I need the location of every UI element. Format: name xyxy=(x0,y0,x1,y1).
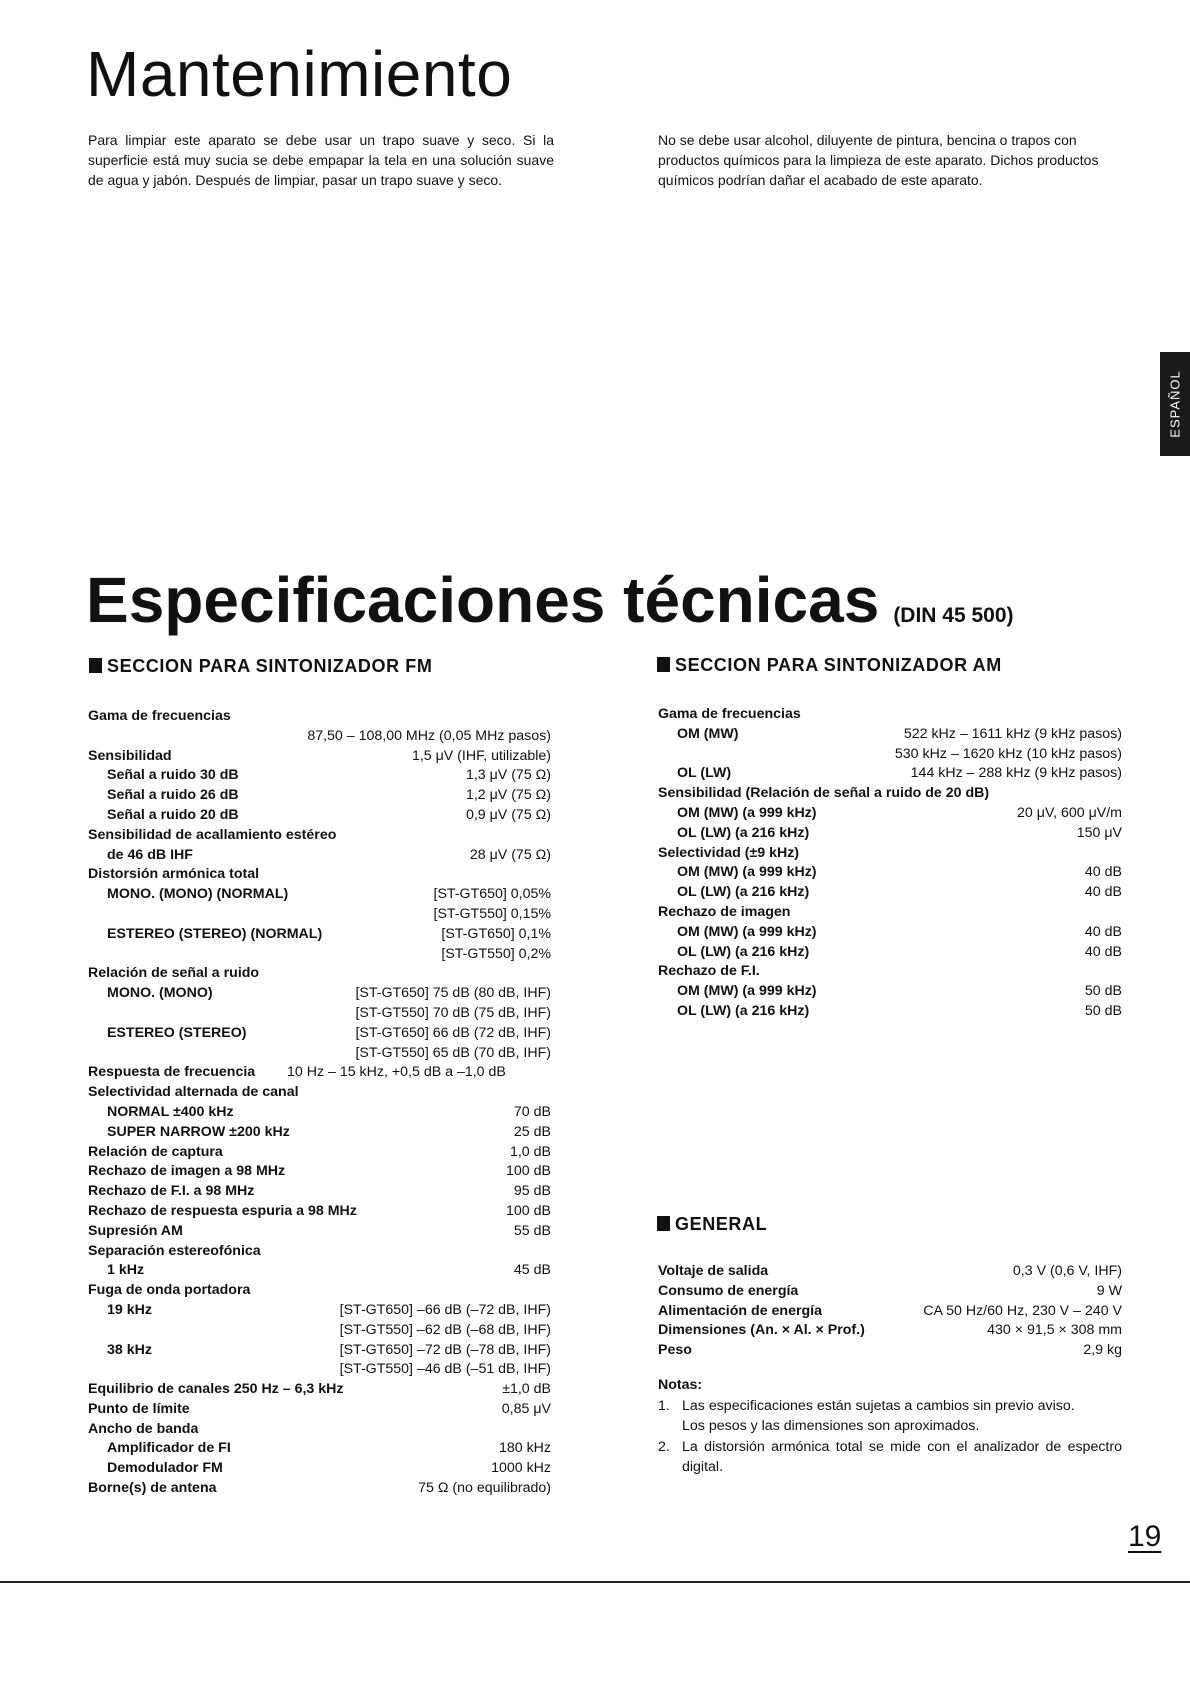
spec-value: 28 μV (75 Ω) xyxy=(469,846,551,863)
spec-value: 2,9 kg xyxy=(1083,1342,1122,1359)
note-extra: Los pesos y las dimensiones son aproximados. xyxy=(682,1418,980,1434)
spec-label: OM (MW) (a 999 kHz) xyxy=(677,983,817,1000)
spec-row xyxy=(88,727,551,747)
spec-label: OL (LW) (a 216 kHz) xyxy=(677,824,810,841)
spec-row xyxy=(88,766,551,786)
note-item xyxy=(658,1396,1122,1437)
spec-value: [ST-GT650] 66 dB (72 dB, IHF) xyxy=(355,1024,551,1041)
spec-value: 50 dB xyxy=(1084,1002,1122,1019)
spec-label: OM (MW) (a 999 kHz) xyxy=(677,864,817,881)
spec-row xyxy=(658,745,1122,765)
spec-label: Rechazo de F.I. a 98 MHz xyxy=(88,1183,255,1200)
spec-value: [ST-GT650] 0,1% xyxy=(441,925,551,942)
spec-row xyxy=(658,804,1122,824)
spec-value: [ST-GT650] 75 dB (80 dB, IHF) xyxy=(355,985,551,1002)
spec-row xyxy=(88,1103,551,1123)
spec-value: CA 50 Hz/60 Hz, 230 V – 240 V xyxy=(923,1302,1122,1319)
spec-label: Borne(s) de antena xyxy=(88,1480,217,1497)
page-number: 19 xyxy=(1128,1520,1162,1553)
spec-row xyxy=(88,905,551,925)
spec-row xyxy=(88,707,551,727)
spec-row xyxy=(88,846,551,866)
spec-row xyxy=(88,1341,551,1361)
spec-row xyxy=(88,1083,551,1103)
spec-label: Ancho de banda xyxy=(88,1420,199,1437)
language-tab xyxy=(1160,352,1190,456)
spec-row xyxy=(88,1222,551,1242)
maintenance-title: Mantenimiento xyxy=(86,38,513,110)
spec-value: 522 kHz – 1611 kHz (9 kHz pasos) xyxy=(903,725,1122,742)
note-item xyxy=(658,1437,1122,1478)
spec-label: Supresión AM xyxy=(88,1222,183,1239)
spec-label: ESTEREO (STEREO) xyxy=(107,1024,247,1041)
spec-row xyxy=(658,903,1122,923)
spec-value: 530 kHz – 1620 kHz (10 kHz pasos) xyxy=(894,745,1122,762)
spec-value: 1,2 μV (75 Ω) xyxy=(465,787,551,804)
fm-heading-text: SECCION PARA SINTONIZADOR FM xyxy=(107,656,433,676)
specs-standard: (DIN 45 500) xyxy=(893,604,1014,627)
spec-row xyxy=(658,863,1122,883)
spec-row xyxy=(658,784,1122,804)
spec-label: ESTEREO (STEREO) (NORMAL) xyxy=(107,925,323,942)
spec-row xyxy=(88,1261,551,1281)
spec-label: SUPER NARROW ±200 kHz xyxy=(107,1123,290,1140)
spec-value: 95 dB xyxy=(513,1183,551,1200)
spec-row xyxy=(658,883,1122,903)
spec-row xyxy=(88,1281,551,1301)
spec-row xyxy=(88,826,551,846)
spec-row xyxy=(88,865,551,885)
spec-row xyxy=(88,1242,551,1262)
language-tab-label: ESPAÑOL xyxy=(1167,370,1183,438)
spec-label: OM (MW) xyxy=(677,725,739,742)
spec-label: Sensibilidad de acallamiento estéreo xyxy=(88,826,337,843)
spec-label: Sensibilidad (Relación de señal a ruido de 20 dB) xyxy=(658,785,990,802)
spec-row xyxy=(658,923,1122,943)
spec-value: 75 Ω (no equilibrado) xyxy=(418,1480,551,1497)
spec-label: Relación de captura xyxy=(88,1143,223,1160)
am-spec-list xyxy=(658,705,1122,1022)
spec-label: Sensibilidad xyxy=(88,747,172,764)
spec-label: OL (LW) (a 216 kHz) xyxy=(677,1002,810,1019)
spec-row xyxy=(88,1321,551,1341)
spec-value: 0,9 μV (75 Ω) xyxy=(465,806,551,823)
spec-row xyxy=(658,1282,1122,1302)
am-section-heading xyxy=(657,655,1002,676)
spec-label: Relación de señal a ruido xyxy=(88,965,260,982)
spec-row xyxy=(658,1262,1122,1282)
specs-title-text: Especificaciones técnicas xyxy=(86,564,880,636)
spec-label: Gama de frecuencias xyxy=(658,706,801,722)
spec-row xyxy=(658,844,1122,864)
spec-value: 180 kHz xyxy=(498,1440,551,1457)
spec-label: Punto de límite xyxy=(88,1400,190,1417)
spec-value: 0,3 V (0,6 V, IHF) xyxy=(1012,1263,1122,1279)
spec-value: 150 μV xyxy=(1076,824,1122,841)
spec-row xyxy=(658,705,1122,725)
spec-row xyxy=(88,984,551,1004)
square-bullet-icon xyxy=(657,1216,670,1231)
spec-value: 100 dB xyxy=(506,1163,551,1180)
spec-row xyxy=(88,1439,551,1459)
spec-value: 1,0 dB xyxy=(509,1143,551,1160)
spec-label: Amplificador de FI xyxy=(107,1440,231,1457)
spec-row xyxy=(88,747,551,767)
spec-label: Rechazo de respuesta espuria a 98 MHz xyxy=(88,1202,357,1219)
spec-value: 55 dB xyxy=(513,1222,551,1239)
spec-label: MONO. (MONO) xyxy=(107,985,213,1002)
spec-label: Distorsión armónica total xyxy=(88,866,260,883)
spec-row xyxy=(658,982,1122,1002)
spec-value: [ST-GT550] –46 dB (–51 dB, IHF) xyxy=(339,1361,551,1378)
spec-value: 1000 kHz xyxy=(491,1460,551,1477)
spec-value: 40 dB xyxy=(1084,923,1122,940)
spec-label: Dimensiones (An. × Al. × Prof.) xyxy=(658,1322,865,1339)
spec-value: 45 dB xyxy=(513,1262,551,1279)
spec-row xyxy=(88,1063,551,1083)
spec-label: Fuga de onda portadora xyxy=(88,1282,251,1299)
spec-value: 430 × 91,5 × 308 mm xyxy=(987,1322,1122,1339)
spec-label: 38 kHz xyxy=(107,1341,152,1358)
spec-label: OL (LW) xyxy=(677,765,732,782)
spec-label: Rechazo de F.I. xyxy=(658,963,760,980)
spec-label: Consumo de energía xyxy=(658,1282,799,1299)
spec-value: [ST-GT550] –62 dB (–68 dB, IHF) xyxy=(339,1321,551,1338)
spec-value: [ST-GT550] 70 dB (75 dB, IHF) xyxy=(355,1004,551,1021)
spec-row xyxy=(88,925,551,945)
spec-label: Señal a ruido 26 dB xyxy=(107,787,239,804)
spec-label: Selectividad alternada de canal xyxy=(88,1084,299,1101)
spec-value: [ST-GT650] –66 dB (–72 dB, IHF) xyxy=(339,1301,551,1318)
note-number: 1. xyxy=(658,1397,670,1414)
spec-value: 0,85 μV xyxy=(501,1400,551,1417)
spec-row xyxy=(88,1400,551,1420)
spec-row xyxy=(88,1004,551,1024)
spec-label: MONO. (MONO) (NORMAL) xyxy=(107,886,289,903)
spec-row xyxy=(88,1044,551,1064)
spec-value: 70 dB xyxy=(513,1103,551,1120)
general-spec-list xyxy=(658,1262,1122,1361)
spec-label: Selectividad (±9 kHz) xyxy=(658,844,800,861)
spec-row xyxy=(658,962,1122,982)
spec-label: Voltaje de salida xyxy=(658,1263,769,1279)
fm-spec-list xyxy=(88,707,551,1499)
spec-row xyxy=(88,1479,551,1499)
maintenance-text-right: No se debe usar alcohol, diluyente de pintura, bencina o trapos con productos químicos para la limpieza de este aparato. Dichos productos químicos podrían dañar el acabado de este aparato. xyxy=(658,132,1099,188)
spec-row xyxy=(88,1182,551,1202)
spec-row xyxy=(88,1202,551,1222)
spec-value: [ST-GT650] –72 dB (–78 dB, IHF) xyxy=(339,1341,551,1358)
spec-row xyxy=(88,1123,551,1143)
spec-value: 1,3 μV (75 Ω) xyxy=(465,767,551,784)
spec-label: de 46 dB IHF xyxy=(107,846,193,863)
spec-row xyxy=(88,885,551,905)
spec-label: OM (MW) (a 999 kHz) xyxy=(677,804,817,821)
spec-value: [ST-GT650] 0,05% xyxy=(433,886,551,903)
spec-row xyxy=(88,1024,551,1044)
spec-row xyxy=(88,1143,551,1163)
spec-label: 19 kHz xyxy=(107,1301,152,1318)
maintenance-text-left: Para limpiar este aparato se debe usar un trapo suave y seco. Si la superficie está muy sucia se debe empapar la tela en una solución suave de agua y jabón. Después de limpiar, pasar un trapo suave y seco. xyxy=(88,132,554,188)
spec-label: OM (MW) (a 999 kHz) xyxy=(677,923,817,940)
spec-label: Separación estereofónica xyxy=(88,1242,261,1259)
spec-label: Respuesta de frecuencia xyxy=(88,1064,256,1081)
spec-row xyxy=(658,1302,1122,1322)
spec-label: Gama de frecuencias xyxy=(88,708,231,724)
general-heading-text: GENERAL xyxy=(675,1214,768,1234)
spec-value: 50 dB xyxy=(1084,983,1122,1000)
square-bullet-icon xyxy=(89,658,102,673)
note-number: 2. xyxy=(658,1438,670,1455)
spec-row xyxy=(658,943,1122,963)
spec-row xyxy=(658,725,1122,745)
spec-label: OL (LW) (a 216 kHz) xyxy=(677,943,810,960)
spec-row xyxy=(88,945,551,965)
spec-label: Rechazo de imagen a 98 MHz xyxy=(88,1163,286,1180)
spec-row xyxy=(658,1002,1122,1022)
spec-label: NORMAL ±400 kHz xyxy=(107,1103,234,1120)
note-text: La distorsión armónica total se mide con el analizador de espectro digital. xyxy=(682,1438,1122,1475)
note-text: Las especificaciones están sujetas a cambios sin previo aviso. xyxy=(682,1397,1075,1414)
general-section-heading xyxy=(657,1214,767,1235)
spec-value: 144 kHz – 288 kHz (9 kHz pasos) xyxy=(910,765,1122,782)
spec-row xyxy=(88,1420,551,1440)
bottom-rule xyxy=(0,1581,1190,1583)
spec-value: ±1,0 dB xyxy=(502,1381,551,1398)
spec-row xyxy=(88,1301,551,1321)
spec-value: 100 dB xyxy=(506,1202,551,1219)
spec-value: 40 dB xyxy=(1084,864,1122,881)
spec-value: 20 μV, 600 μV/m xyxy=(1017,804,1122,821)
spec-row xyxy=(88,786,551,806)
spec-value: 40 dB xyxy=(1084,884,1122,901)
notes-title: Notas: xyxy=(658,1377,703,1393)
spec-row xyxy=(88,1162,551,1182)
notes xyxy=(658,1375,1122,1478)
spec-value: 40 dB xyxy=(1084,943,1122,960)
spec-label: 1 kHz xyxy=(107,1262,145,1279)
specs-title xyxy=(86,564,1014,636)
am-heading-text: SECCION PARA SINTONIZADOR AM xyxy=(675,655,1002,675)
spec-value: [ST-GT550] 0,15% xyxy=(433,905,551,922)
spec-row xyxy=(658,1321,1122,1341)
spec-row xyxy=(658,824,1122,844)
spec-label: Equilibrio de canales 250 Hz – 6,3 kHz xyxy=(88,1381,344,1398)
spec-row xyxy=(88,964,551,984)
spec-value: [ST-GT550] 65 dB (70 dB, IHF) xyxy=(355,1044,551,1061)
spec-value: 25 dB xyxy=(513,1123,551,1140)
spec-value: 9 W xyxy=(1096,1282,1122,1299)
spec-row xyxy=(88,1380,551,1400)
spec-label: Alimentación de energía xyxy=(658,1302,822,1319)
spec-label: OL (LW) (a 216 kHz) xyxy=(677,884,810,901)
spec-label: Señal a ruido 20 dB xyxy=(107,806,239,823)
spec-row xyxy=(88,1459,551,1479)
spec-label: Demodulador FM xyxy=(107,1460,223,1477)
spec-value: [ST-GT550] 0,2% xyxy=(441,945,551,962)
fm-section-heading xyxy=(89,656,432,677)
spec-value: 1,5 μV (IHF, utilizable) xyxy=(411,747,551,764)
spec-row xyxy=(88,1360,551,1380)
spec-label: Peso xyxy=(658,1342,692,1359)
spec-inline-value: 10 Hz – 15 kHz, +0,5 dB a –1,0 dB xyxy=(287,1064,506,1081)
spec-row xyxy=(88,806,551,826)
spec-row xyxy=(658,1341,1122,1361)
spec-label: Rechazo de imagen xyxy=(658,903,791,920)
spec-row xyxy=(658,764,1122,784)
square-bullet-icon xyxy=(657,657,670,672)
spec-value: 87,50 – 108,00 MHz (0,05 MHz pasos) xyxy=(307,727,551,744)
spec-label: Señal a ruido 30 dB xyxy=(107,767,239,784)
